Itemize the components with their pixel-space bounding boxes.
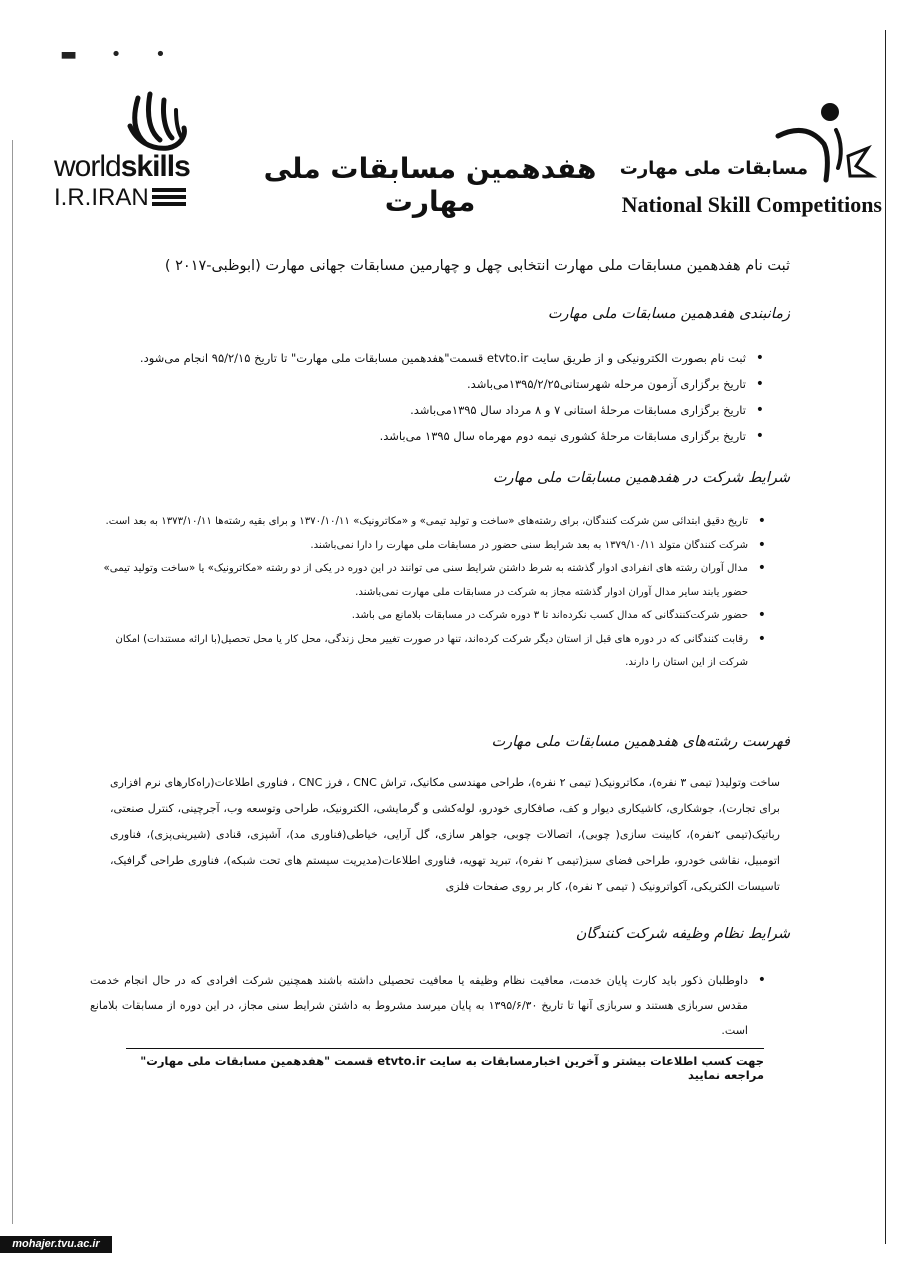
list-item: • تاریخ برگزاری آزمون مرحله شهرستانی۱۳۹۵/۲/۲۵می‌باشد. [128, 371, 768, 397]
page-title: هفدهمین مسابقات ملی مهارت [263, 152, 597, 218]
conditions-heading: شرایط شرکت در هفدهمین مسابقات ملی مهارت [492, 470, 790, 486]
timing-list [128, 345, 768, 449]
fields-heading: فهرست رشته‌های هفدهمین مسابقات ملی مهارت [491, 734, 790, 750]
list-item: • رقابت کنندگانی که در دوره های قبل از استان دیگر شرکت کرده‌اند، تنها در صورت تغییر محل زندگی، محل کار یا محل تحصیل(با ارائه مستندات) امکان شرکت از این استان را دارند. [90, 628, 770, 675]
scan-edge-right [885, 30, 886, 1244]
nsc-persian-name: مسابقات ملی مهارت [619, 158, 808, 179]
timing-heading: زمانبندی هفدهمین مسابقات ملی مهارت [547, 306, 790, 322]
list-item: • شرکت کنندگان متولد ۱۳۷۹/۱۰/۱۱ به بعد شرایط سنی حضور در مسابقات ملی مهارت را دارا نمی‌باشند. [90, 534, 770, 558]
list-item: • داوطلبان ذکور باید کارت پایان خدمت، معافیت نظام وظیفه یا معافیت تحصیلی داشته باشند همچنین شرکت افرادی که در حال انجام خدمت مقدس سربازی هستند و سربازی آنها تا تاریخ ۱۳۹۵/۶/۳۰ به پایان میرسد مشروط به داشتن شرایط سنی مجاز، در این دوره از مسابقات بلامانع است. [90, 968, 770, 1043]
military-heading: شرایط نظام وظیفه شرکت کنندگان [575, 926, 790, 942]
list-item: • تاریخ برگزاری مسابقات مرحلهٔ کشوری نیمه دوم مهرماه سال ۱۳۹۵ می‌باشد. [128, 423, 768, 449]
worldskills-country: I.R.IRAN [54, 184, 149, 211]
worldskills-wordmark: worldskills [54, 150, 190, 183]
nsc-english-name: National Skill Competitions [621, 192, 882, 217]
scan-edge-left [12, 140, 13, 1224]
list-item: • ثبت نام بصورت الکترونیکی و از طریق سایت etvto.ir قسمت"هفدهمین مسابقات ملی مهارت" تا تاریخ ۹۵/۲/۱۵ انجام می‌شود. [128, 345, 768, 371]
site-watermark: mohajer.tvu.ac.ir [0, 1236, 112, 1253]
list-item: • تاریخ دقیق ابتدائی سن شرکت کنندگان، برای رشته‌های «ساخت و تولید تیمی» و «مکاترونیک» ۱۳۷۰/۱۰/۱۱ و برای بقیه رشته‌ها ۱۳۷۳/۱۰/۱۱ به بعد است. [90, 510, 770, 534]
list-item: • تاریخ برگزاری مسابقات مرحلهٔ استانی ۷ و ۸ مرداد سال ۱۳۹۵می‌باشد. [128, 397, 768, 423]
scan-noise: ▬ • • [60, 44, 180, 65]
conditions-list [90, 510, 770, 675]
iran-flag-bars-icon [152, 188, 186, 209]
footer-note: جهت کسب اطلاعات بیشتر و آخرین اخبارمسابقات به سایت etvto.ir قسمت "هفدهمین مسابقات ملی مهارت" مراجعه نمایید [140, 1054, 764, 1082]
military-list [90, 968, 770, 1043]
registration-title: ثبت نام هفدهمین مسابقات ملی مهارت انتخابی چهل و چهارمین مسابقات جهانی مهارت (ابوظبی-۲۰۱۷ ) [164, 258, 790, 274]
list-item: • حضور شرکت‌کنندگانی که مدال کسب نکرده‌اند تا ۳ دوره شرکت در مسابقات بلامانع می باشد. [90, 604, 770, 628]
list-item: • مدال آوران رشته های انفرادی ادوار گذشته به شرط داشتن شرایط سنی می توانند در این دوره در یکی از دو رشته «مکاترونیک» یا «ساخت وتولید تیمی» حضور یابند سایر مدال آوران ادوار گذشته مجاز به شرکت در مسابقات ملی مهارت نمی‌باشند. [90, 557, 770, 604]
fields-paragraph: ساخت وتولید( تیمی ۳ نفره)، مکاترونیک( تیمی ۲ نفره)، طراحی مهندسی مکانیک، تراش CNC ، فرز CNC ، فناوری اطلاعات(راه‌کارهای نرم افزاری برای تجارت)، جوشکاری، کاشیکاری دیوار و کف، صافکاری خودرو، لوله‌کشی و گرمایشی، الکترونیک، طراحی وتوسعه وب، آجرچینی، کنترل صنعتی، رباتیک(تیمی ۲نفره)، کابینت سازی( چوبی)، اتصالات چوبی، جواهر سازی، گل آرایی، خیاطی(فناوری مد)، آشپزی، قنادی (شیرینی‌پزی)، فناوری اتومبیل، نقاشی خودرو، طراحی فضای سبز(تیمی ۲ نفره)، تبرید تهویه، فناوری اطلاعات(مدیریت سیستم های تحت شبکه)، فناوری طراحی گرافیک، تاسیسات الکتریکی، آکواترونیک ( تیمی ۲ نفره)، کار بر روی صفحات فلزی [110, 776, 780, 893]
national-skill-logo-icon [768, 96, 878, 196]
footer-divider [126, 1048, 764, 1049]
